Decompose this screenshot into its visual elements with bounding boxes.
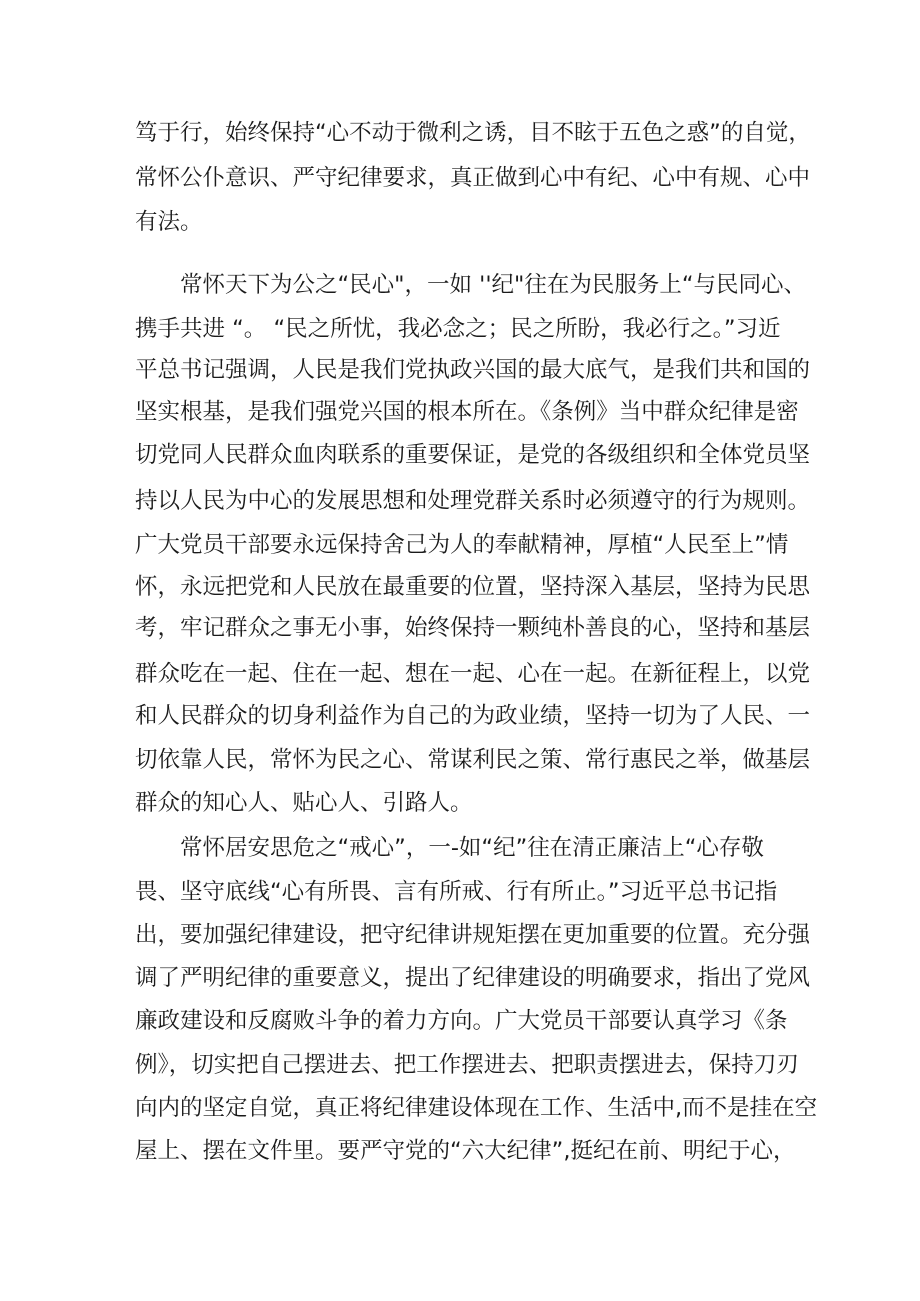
text-line: 坚实根基，是我们强党兴国的根本所在。《条例》当中群众纪律是密 (135, 399, 799, 425)
text-line: 怀，永远把党和人民放在最重要的位置，坚持深入基层，坚持为民思 (135, 574, 811, 600)
text-line: 广大党员干部要永远保持舍己为人的奉献精神，厚植“人民至上”情 (135, 532, 789, 558)
text-line: 调了严明纪律的重要意义，提出了纪律建设的明确要求，指出了党风 (135, 965, 811, 991)
text-line: 有法。 (135, 209, 203, 235)
text-line: 和人民群众的切身利益作为自己的为政业绩，坚持一切为了人民、一 (135, 703, 811, 729)
text-line: 切依靠人民，常怀为民之心、常谋利民之策、常行惠民之举，做基层 (135, 747, 811, 773)
text-line: 廉政建设和反腐败斗争的着力方向。广大党员干部要认真学习《条 (135, 1008, 788, 1034)
text-line: 向内的坚定自觉，真正将纪律建设体现在工作、生活中,而不是挂在空 (135, 1095, 818, 1121)
text-line: 考，牢记群众之事无小事，始终保持一颗纯朴善良的心，坚持和基层 (135, 615, 811, 641)
text-line: 持以人民为中心的发展思想和处理党群关系时必须遵守的行为规则。 (135, 488, 811, 514)
text-line: 群众的知心人、贴心人、引路人。 (135, 790, 473, 816)
text-line: 常怀公仆意识、严守纪律要求，真正做到心中有纪、心中有规、心中 (135, 165, 811, 191)
text-line: 笃于行，始终保持“心不动于微利之诱，目不眩于五色之惑”的自觉， (135, 120, 811, 146)
text-line: 常怀天下为公之“民心"，一如 ''纪"往在为民服务上“与民同心、 (180, 272, 807, 298)
text-line: 携手共进 “。 “民之所忧，我必念之；民之所盼，我必行之。”习近 (135, 316, 781, 342)
text-line: 出，要加强纪律建设，把守纪律讲规矩摆在更加重要的位置。充分强 (135, 922, 811, 948)
text-line: 群众吃在一起、住在一起、想在一起、心在一起。在新征程上，以党 (135, 661, 811, 687)
text-line: 平总书记强调，人民是我们党执政兴国的最大底气，是我们共和国的 (135, 357, 811, 383)
text-line: 屋上、摆在文件里。要严守党的“六大纪律”,挺纪在前、明纪于心， (135, 1138, 796, 1164)
text-line: 例》，切实把自己摆进去、把工作摆进去、把职责摆进去，保持刀刃 (135, 1052, 799, 1078)
text-line: 常怀居安思危之“戒心”，一-如“纪”往在清正廉洁上“心存敬 (180, 835, 764, 861)
text-line: 切党同人民群众血肉联系的重要保证，是党的各级组织和全体党员坚 (135, 442, 811, 468)
text-line: 畏、坚守底线“心有所畏、言有所戒、行有所止。”习近平总书记指 (135, 879, 778, 905)
